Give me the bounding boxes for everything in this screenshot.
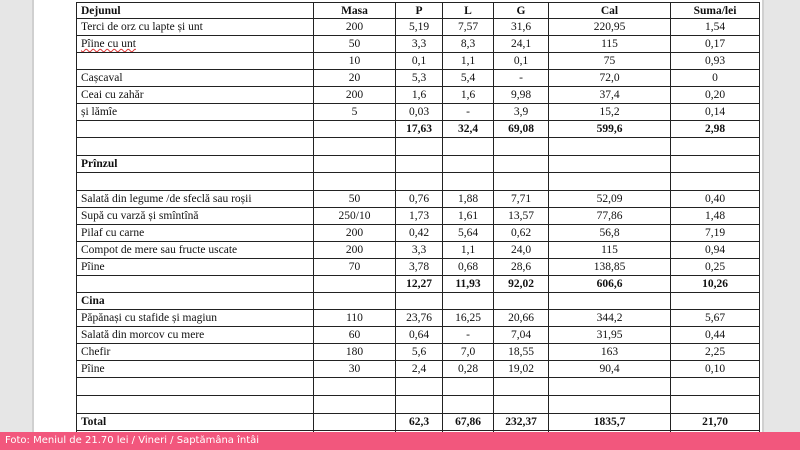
value-cell: 1,1 (443, 53, 494, 70)
value-cell: 0,94 (671, 242, 760, 259)
value-cell (314, 293, 396, 310)
value-cell: 56,8 (549, 225, 671, 242)
value-cell: 0,25 (671, 259, 760, 276)
value-cell: 110 (314, 310, 396, 327)
value-cell: 5,19 (396, 19, 443, 36)
dish-name-cell (77, 396, 314, 414)
value-cell: 50 (314, 36, 396, 53)
dish-name-cell: Ceai cu zahăr (77, 87, 314, 104)
value-cell: 0,42 (396, 225, 443, 242)
table-row (77, 259, 760, 276)
value-cell: 0,17 (671, 36, 760, 53)
value-cell: 13,57 (494, 208, 549, 225)
value-cell (494, 156, 549, 173)
value-cell (314, 156, 396, 173)
value-cell (671, 293, 760, 310)
dish-name-cell: Cașcaval (77, 70, 314, 87)
value-cell: 52,09 (549, 191, 671, 208)
value-cell: 200 (314, 87, 396, 104)
value-cell: 3,3 (396, 242, 443, 259)
table-row (77, 327, 760, 344)
value-cell: 1,6 (443, 87, 494, 104)
value-cell: 23,76 (396, 310, 443, 327)
dish-name-cell: Pîine (77, 259, 314, 276)
dish-name-cell (77, 138, 314, 156)
value-cell: 77,86 (549, 208, 671, 225)
value-cell: 200 (314, 225, 396, 242)
header-cell: L (443, 3, 494, 19)
value-cell (443, 396, 494, 414)
value-cell: 62,3 (396, 414, 443, 431)
value-cell: 599,6 (549, 121, 671, 138)
value-cell: 19,02 (494, 361, 549, 378)
value-cell (494, 173, 549, 191)
value-cell (314, 121, 396, 138)
dish-name-cell (77, 276, 314, 293)
section-row (77, 156, 760, 173)
document-page (34, 0, 762, 433)
value-cell: 2,25 (671, 344, 760, 361)
value-cell: 75 (549, 53, 671, 70)
value-cell: 250/10 (314, 208, 396, 225)
table-row (77, 104, 760, 121)
value-cell (549, 156, 671, 173)
value-cell: 5,4 (443, 70, 494, 87)
value-cell: 32,4 (443, 121, 494, 138)
value-cell: 138,85 (549, 259, 671, 276)
value-cell (443, 173, 494, 191)
value-cell (494, 396, 549, 414)
menu-table (76, 2, 760, 433)
value-cell: 37,4 (549, 87, 671, 104)
value-cell: 1,1 (443, 242, 494, 259)
value-cell: 2,4 (396, 361, 443, 378)
table-row (77, 173, 760, 191)
dish-name-cell: Terci de orz cu lapte și unt (77, 19, 314, 36)
value-cell (549, 293, 671, 310)
value-cell: 7,57 (443, 19, 494, 36)
dish-name-cell: Pîine (77, 361, 314, 378)
value-cell (396, 138, 443, 156)
dish-name-cell: Cina (77, 293, 314, 310)
total-row (77, 276, 760, 293)
value-cell: 0,20 (671, 87, 760, 104)
dish-name-cell: Păpănași cu stafide și magiun (77, 310, 314, 327)
value-cell: 1,54 (671, 19, 760, 36)
value-cell: 0,93 (671, 53, 760, 70)
value-cell: 0,76 (396, 191, 443, 208)
value-cell: 31,6 (494, 19, 549, 36)
table-row (77, 53, 760, 70)
dish-name-cell: Supă cu varză și smîntînă (77, 208, 314, 225)
value-cell: 3,9 (494, 104, 549, 121)
value-cell: 30 (314, 361, 396, 378)
value-cell (549, 173, 671, 191)
value-cell: 1,73 (396, 208, 443, 225)
dish-name-cell (77, 173, 314, 191)
table-row (77, 87, 760, 104)
value-cell: 5,67 (671, 310, 760, 327)
value-cell: 12,27 (396, 276, 443, 293)
table-row (77, 225, 760, 242)
value-cell (314, 414, 396, 431)
value-cell (494, 138, 549, 156)
value-cell: 200 (314, 19, 396, 36)
value-cell: 0,68 (443, 259, 494, 276)
dish-name-cell: Chefir (77, 344, 314, 361)
value-cell: 0,03 (396, 104, 443, 121)
value-cell: - (443, 104, 494, 121)
value-cell: 0,10 (671, 361, 760, 378)
value-cell (549, 138, 671, 156)
value-cell: 8,3 (443, 36, 494, 53)
value-cell: 5 (314, 104, 396, 121)
value-cell: 1,6 (396, 87, 443, 104)
table-body (77, 19, 760, 434)
value-cell: 16,25 (443, 310, 494, 327)
value-cell: 115 (549, 36, 671, 53)
table-row (77, 191, 760, 208)
value-cell: 232,37 (494, 414, 549, 431)
value-cell: 0,62 (494, 225, 549, 242)
value-cell (671, 138, 760, 156)
value-cell: 2,98 (671, 121, 760, 138)
section-row (77, 293, 760, 310)
value-cell: 7,04 (494, 327, 549, 344)
value-cell: 115 (549, 242, 671, 259)
value-cell: 0,14 (671, 104, 760, 121)
table-row (77, 138, 760, 156)
value-cell: 1,88 (443, 191, 494, 208)
dish-name-cell: Compot de mere sau fructe uscate (77, 242, 314, 259)
value-cell: 163 (549, 344, 671, 361)
value-cell (443, 378, 494, 396)
table-row (77, 36, 760, 53)
value-cell: 24,1 (494, 36, 549, 53)
value-cell: 5,3 (396, 70, 443, 87)
value-cell (671, 173, 760, 191)
total-row (77, 414, 760, 431)
value-cell (443, 138, 494, 156)
dish-name-cell: și lămîe (77, 104, 314, 121)
table-row (77, 208, 760, 225)
value-cell (314, 276, 396, 293)
value-cell (494, 293, 549, 310)
table-row (77, 70, 760, 87)
dish-name-cell: Pîine cu unt (77, 36, 314, 53)
value-cell: - (494, 70, 549, 87)
value-cell: 7,0 (443, 344, 494, 361)
value-cell: 67,86 (443, 414, 494, 431)
dish-name-cell: Salată din morcov cu mere (77, 327, 314, 344)
value-cell: 7,71 (494, 191, 549, 208)
dish-name-cell (77, 53, 314, 70)
value-cell (396, 378, 443, 396)
value-cell: 1,61 (443, 208, 494, 225)
value-cell (314, 138, 396, 156)
value-cell: 92,02 (494, 276, 549, 293)
value-cell: 9,98 (494, 87, 549, 104)
value-cell: 0,1 (396, 53, 443, 70)
value-cell: 60 (314, 327, 396, 344)
value-cell: 0 (671, 70, 760, 87)
value-cell: 1835,7 (549, 414, 671, 431)
table-header-row (77, 3, 760, 19)
header-cell: G (494, 3, 549, 19)
header-cell: Dejunul (77, 3, 314, 19)
value-cell: 0,1 (494, 53, 549, 70)
value-cell: 70 (314, 259, 396, 276)
dish-name-cell: Salată din legume /de sfeclă sau roșii (77, 191, 314, 208)
value-cell: 200 (314, 242, 396, 259)
value-cell (396, 173, 443, 191)
value-cell: 10,26 (671, 276, 760, 293)
value-cell (549, 396, 671, 414)
value-cell: 17,63 (396, 121, 443, 138)
value-cell (443, 293, 494, 310)
value-cell: 11,93 (443, 276, 494, 293)
value-cell (443, 156, 494, 173)
value-cell: 24,0 (494, 242, 549, 259)
value-cell: 5,6 (396, 344, 443, 361)
value-cell: 0,40 (671, 191, 760, 208)
dish-name-cell: Total (77, 414, 314, 431)
value-cell: 344,2 (549, 310, 671, 327)
table-row (77, 344, 760, 361)
value-cell: 69,08 (494, 121, 549, 138)
value-cell (396, 156, 443, 173)
value-cell: 606,6 (549, 276, 671, 293)
value-cell (314, 173, 396, 191)
value-cell: 15,2 (549, 104, 671, 121)
dish-name-cell (77, 121, 314, 138)
table-row (77, 19, 760, 36)
value-cell: - (443, 327, 494, 344)
value-cell: 50 (314, 191, 396, 208)
header-cell: Cal (549, 3, 671, 19)
dish-name-cell: Prînzul (77, 156, 314, 173)
header-cell: Masa (314, 3, 396, 19)
table-row (77, 361, 760, 378)
value-cell: 72,0 (549, 70, 671, 87)
value-cell: 3,78 (396, 259, 443, 276)
value-cell: 10 (314, 53, 396, 70)
value-cell (671, 378, 760, 396)
value-cell (396, 293, 443, 310)
value-cell: 1,48 (671, 208, 760, 225)
value-cell (314, 378, 396, 396)
value-cell: 21,70 (671, 414, 760, 431)
total-row (77, 121, 760, 138)
value-cell: 3,3 (396, 36, 443, 53)
value-cell: 20 (314, 70, 396, 87)
table-row (77, 378, 760, 396)
value-cell: 180 (314, 344, 396, 361)
value-cell: 0,64 (396, 327, 443, 344)
dish-name-cell: Pilaf cu carne (77, 225, 314, 242)
table-row (77, 242, 760, 259)
value-cell (671, 396, 760, 414)
photo-caption: Foto: Meniul de 21.70 lei / Vineri / Saptămâna întâi (0, 432, 800, 450)
value-cell (494, 378, 549, 396)
table-row (77, 396, 760, 414)
dish-name-cell (77, 378, 314, 396)
header-cell: Suma/lei (671, 3, 760, 19)
value-cell: 220,95 (549, 19, 671, 36)
value-cell: 0,28 (443, 361, 494, 378)
value-cell: 0,44 (671, 327, 760, 344)
value-cell: 31,95 (549, 327, 671, 344)
value-cell (671, 156, 760, 173)
value-cell (314, 396, 396, 414)
value-cell: 18,55 (494, 344, 549, 361)
value-cell: 28,6 (494, 259, 549, 276)
header-cell: P (396, 3, 443, 19)
value-cell: 7,19 (671, 225, 760, 242)
value-cell (549, 378, 671, 396)
value-cell: 5,64 (443, 225, 494, 242)
value-cell: 90,4 (549, 361, 671, 378)
table-row (77, 310, 760, 327)
value-cell: 20,66 (494, 310, 549, 327)
value-cell (396, 396, 443, 414)
